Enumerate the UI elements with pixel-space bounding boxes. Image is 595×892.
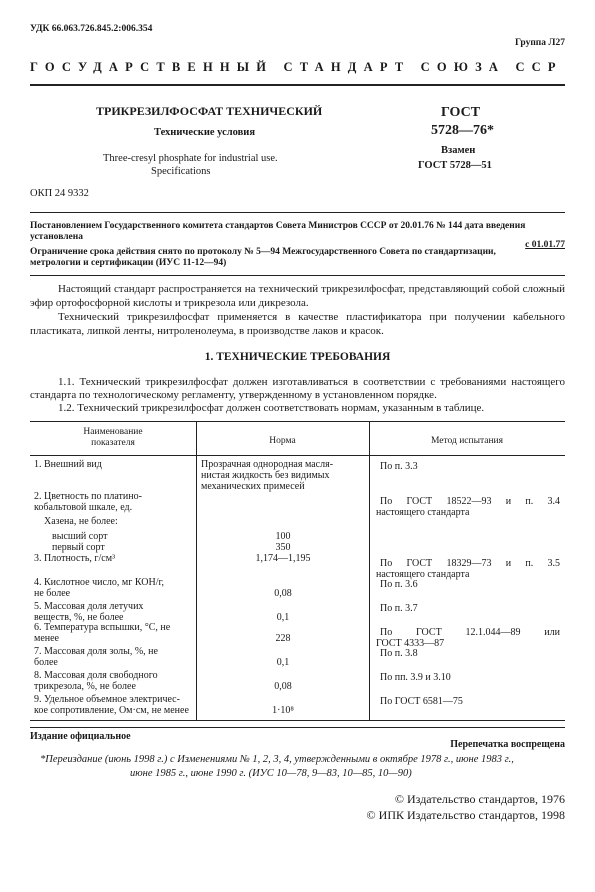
reissue-note-line1: *Переиздание (июнь 1998 г.) с Изменениями № 1, 2, 3, 4, утвержденными в октябре 1978 г., июне 1983 г., xyxy=(40,754,514,765)
norm-value-cont: нистая жидкость без видимых xyxy=(201,470,330,481)
norm-value: 0,1 xyxy=(276,657,290,668)
header-name-line1: Наименование xyxy=(83,427,143,437)
state-standard-banner: ГОСУДАРСТВЕННЫЙ СТАНДАРТ СОЮЗА ССР xyxy=(30,60,563,74)
test-method: По ГОСТ 12.1.044—89 или xyxy=(380,627,560,638)
norm-value: 0,08 xyxy=(274,588,292,599)
norm-value: 0,1 xyxy=(276,612,290,623)
norm-value: 1,174—1,195 xyxy=(255,553,311,564)
parameter-name: Хазена, не более: xyxy=(44,516,118,527)
okp-code: ОКП 24 9332 xyxy=(30,188,89,199)
decree-line1: Постановлением Государственного комитета стандартов Совета Министров СССР от 20.01.76 № 144 дата введения xyxy=(30,221,526,231)
group-code: Группа Л27 xyxy=(514,38,565,48)
reissue-note-line2: июне 1985 г., июне 1990 г. (ИУС 10—78, 9—83, 10—85, 10—90) xyxy=(130,768,412,779)
header-method: Метод испытания xyxy=(430,436,504,446)
test-method: По пп. 3.9 и 3.10 xyxy=(380,672,451,683)
parameter-name: 6. Температура вспышки, °С, не xyxy=(34,622,171,633)
replaced-standard: ГОСТ 5728—51 xyxy=(418,160,492,171)
clause-1-2: 1.2. Технический трикрезилфосфат должен соответствовать нормам, указанным в таблице. xyxy=(58,402,485,414)
table-col-divider-2 xyxy=(369,421,370,720)
parameter-name-cont: трикрезола, %, не более xyxy=(34,681,136,692)
parameter-name-cont: не более xyxy=(34,588,71,599)
test-method: По ГОСТ 6581—75 xyxy=(380,696,463,707)
table-bottom-rule xyxy=(30,720,565,721)
title-rule xyxy=(30,212,565,213)
banner-rule xyxy=(30,84,565,86)
copyright-1998: © ИПК Издательство стандартов, 1998 xyxy=(366,808,565,822)
reprint-prohibited: Перепечатка воспрещена xyxy=(450,739,565,750)
decree-rule xyxy=(30,275,565,276)
footer-rule xyxy=(30,727,565,728)
parameter-name: 8. Массовая доля свободного xyxy=(34,670,158,681)
clause-1-1: 1.1. Технический трикрезилфосфат должен изготавливаться в соответствии с требованиями настоящего стандарта по технологическому регламенту, утвержденному в установленном порядке. xyxy=(30,376,565,401)
introduction-date: с 01.01.77 xyxy=(525,240,565,250)
parameter-name: первый сорт xyxy=(52,542,105,553)
parameter-name-cont: более xyxy=(34,657,58,668)
replaces-label: Взамен xyxy=(441,145,476,156)
table-col-divider-1 xyxy=(196,421,197,720)
copyright-1976: © Издательство стандартов, 1976 xyxy=(394,792,565,806)
intro-paragraph-2: Технический трикрезилфосфат применяется в качестве пластификатора при получении кабельного пластиката, липкой ленты, нитроленолеума, в производстве лаков и красок. xyxy=(30,311,565,337)
parameter-name: 9. Удельное объемное электричес- xyxy=(34,694,180,705)
intro-paragraph-1: Настоящий стандарт распространяется на технический трикрезилфосфат, представляющий собой сложный эфир ортофосфорной кислоты и трикрезола или дикрезола. xyxy=(30,283,565,309)
norm-value: 1·10⁸ xyxy=(272,705,294,716)
decree-line3: Ограничение срока действия снято по протоколу № 5—94 Межгосударственного Совета по стандартизации, xyxy=(30,247,496,257)
document-title: ТРИКРЕЗИЛФОСФАТ ТЕХНИЧЕСКИЙ xyxy=(96,104,323,118)
parameter-name: 2. Цветность по платино- xyxy=(34,491,142,502)
header-name-line2: показателя xyxy=(91,438,135,448)
test-method: По п. 3.3 xyxy=(380,461,418,472)
norm-value: 228 xyxy=(275,633,291,644)
official-edition: Издание официальное xyxy=(30,731,131,742)
test-method: По п. 3.6 xyxy=(380,579,418,590)
parameter-name-cont: веществ, %, не более xyxy=(34,612,124,623)
decree-line4: метрологии и сертификации (ИУС 11-12—94) xyxy=(30,258,227,268)
parameter-name: 5. Массовая доля летучих xyxy=(34,601,144,612)
gost-number: 5728—76* xyxy=(431,123,494,138)
parameter-name: 4. Кислотное число, мг КОН/г, xyxy=(34,577,164,588)
test-method: По п. 3.8 xyxy=(380,648,418,659)
parameter-name: высший сорт xyxy=(52,531,108,542)
gost-label: ГОСТ xyxy=(441,105,481,120)
section-heading: 1. ТЕХНИЧЕСКИЕ ТРЕБОВАНИЯ xyxy=(204,351,391,363)
udk-code: УДК 66.063.726.845.2:006.354 xyxy=(30,24,153,34)
parameter-name: 7. Массовая доля золы, %, не xyxy=(34,646,158,657)
test-method-cont: настоящего стандарта xyxy=(376,569,470,580)
table-top-rule xyxy=(30,421,565,422)
test-method-cont: ГОСТ 4333—87 xyxy=(376,638,445,649)
parameter-name-cont: менее xyxy=(34,633,59,644)
norm-value: 0,08 xyxy=(274,681,292,692)
header-norm: Норма xyxy=(269,436,296,446)
test-method-cont: настоящего стандарта xyxy=(376,507,470,518)
document-subtitle: Технические условия xyxy=(154,127,256,138)
norm-value: 350 xyxy=(275,542,291,553)
english-title-line2: Specifications xyxy=(151,166,211,177)
norm-value: Прозрачная однородная масля- xyxy=(201,459,334,470)
norm-value: 100 xyxy=(275,531,291,542)
norm-value-cont: механических примесей xyxy=(201,481,305,492)
test-method: По ГОСТ 18522—93 и п. 3.4 xyxy=(380,496,560,507)
english-title-line1: Three-cresyl phosphate for industrial use. xyxy=(103,153,278,164)
parameter-name: 3. Плотность, г/см³ xyxy=(34,553,116,564)
parameter-name-cont: кое сопротивление, Ом·см, не менее xyxy=(34,705,189,716)
decree-line2: установлена xyxy=(30,232,83,242)
parameter-name: 1. Внешний вид xyxy=(34,459,102,470)
parameter-name-cont: кобальтовой шкале, ед. xyxy=(34,502,133,513)
table-header-rule xyxy=(30,455,565,456)
test-method: По ГОСТ 18329—73 и п. 3.5 xyxy=(380,558,560,569)
test-method: По п. 3.7 xyxy=(380,603,418,614)
